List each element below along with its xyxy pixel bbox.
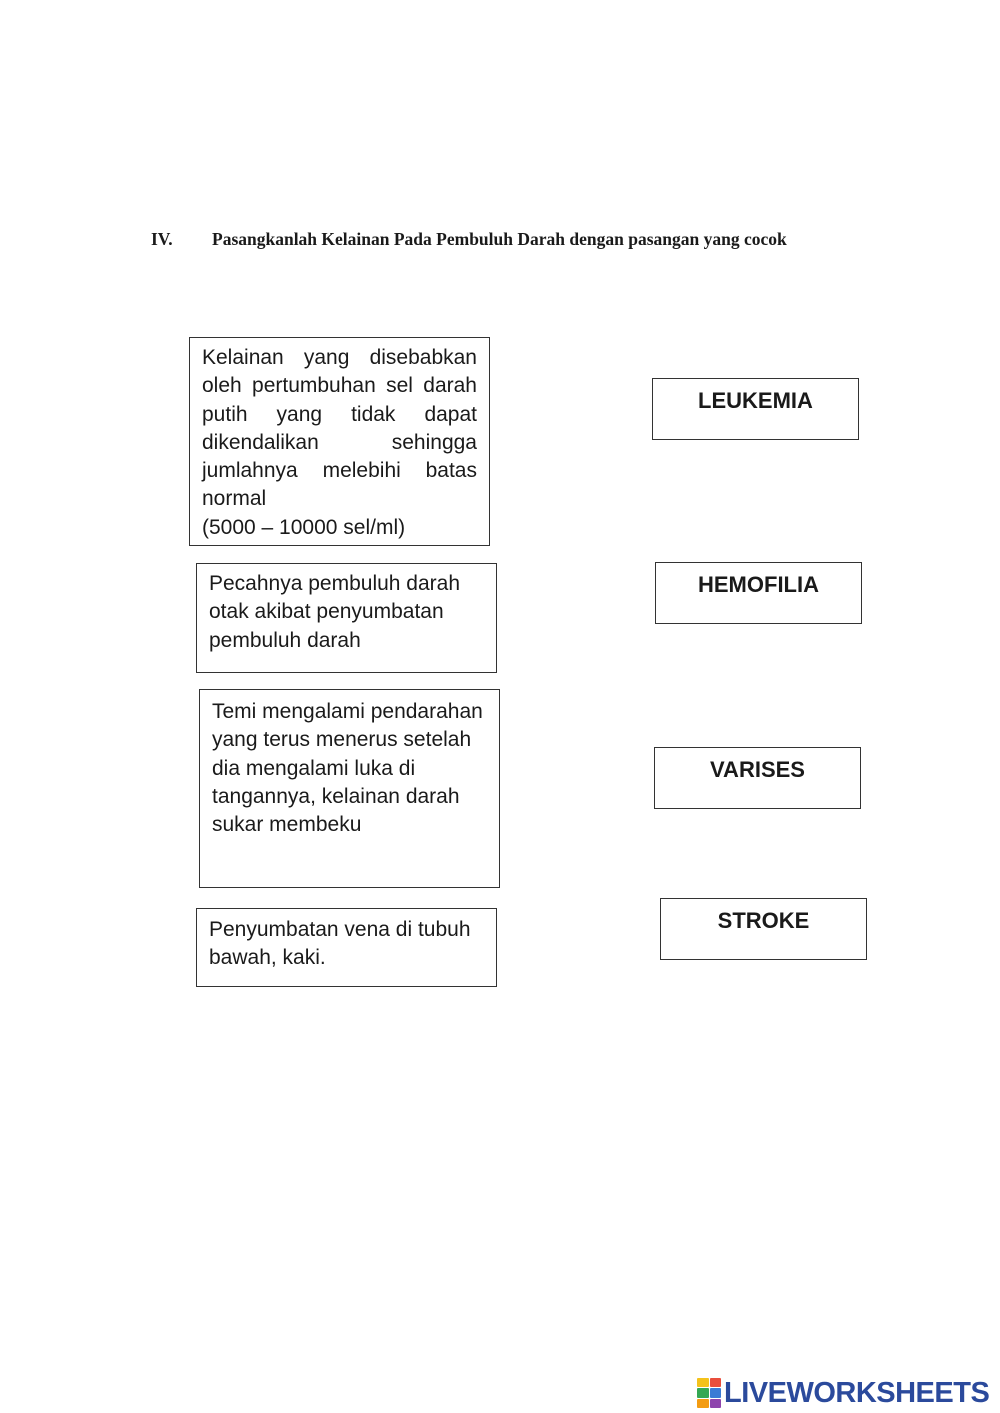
question-text-3: Temi mengalami pendarahan yang terus menerus setelah dia mengalami luka di tangannya, kelainan darah sukar membeku [212, 700, 483, 837]
question-text-2: Pecahnya pembuluh darah otak akibat penyumbatan pembuluh darah [209, 572, 461, 652]
question-1-line: dapat dikendalikan [202, 402, 477, 454]
question-box-2[interactable] [196, 563, 497, 673]
answer-label: VARISES [710, 757, 805, 782]
question-1-last-line: (5000 – 10000 sel/ml) [202, 515, 406, 539]
instruction-text: Pasangkanlah Kelainan Pada Pembuluh Darah dengan pasangan yang cocok [212, 229, 787, 249]
question-text-4: Penyumbatan vena di tubuh bawah, kaki. [209, 918, 471, 970]
question-1-line: melebihi batas normal [202, 459, 477, 511]
question-1-line: oleh pertumbuhan sel [202, 374, 413, 398]
section-number: IV. [151, 229, 173, 249]
liveworksheets-logo-text: LIVEWORKSHEETS [724, 1377, 990, 1409]
answer-box-leukemia[interactable] [652, 378, 859, 440]
question-text-1 [202, 344, 477, 542]
liveworksheets-logo[interactable] [697, 1378, 989, 1408]
answer-label: STROKE [717, 908, 810, 933]
question-1-line: Kelainan yang disebabkan [202, 346, 477, 369]
question-1-line: darah putih yang tidak [202, 374, 477, 426]
question-box-1[interactable] [189, 337, 490, 546]
question-box-4[interactable] [196, 908, 497, 987]
answer-box-stroke[interactable] [660, 898, 867, 960]
question-1-line: sehingga jumlahnya [202, 430, 477, 483]
answer-label: LEUKEMIA [698, 388, 813, 413]
answer-box-hemofilia[interactable] [655, 562, 862, 624]
answer-label: HEMOFILIA [698, 572, 819, 597]
answer-box-varises[interactable] [654, 747, 861, 809]
question-box-3[interactable] [199, 689, 500, 888]
worksheet-instruction [151, 229, 911, 250]
liveworksheets-logo-icon [697, 1378, 721, 1408]
